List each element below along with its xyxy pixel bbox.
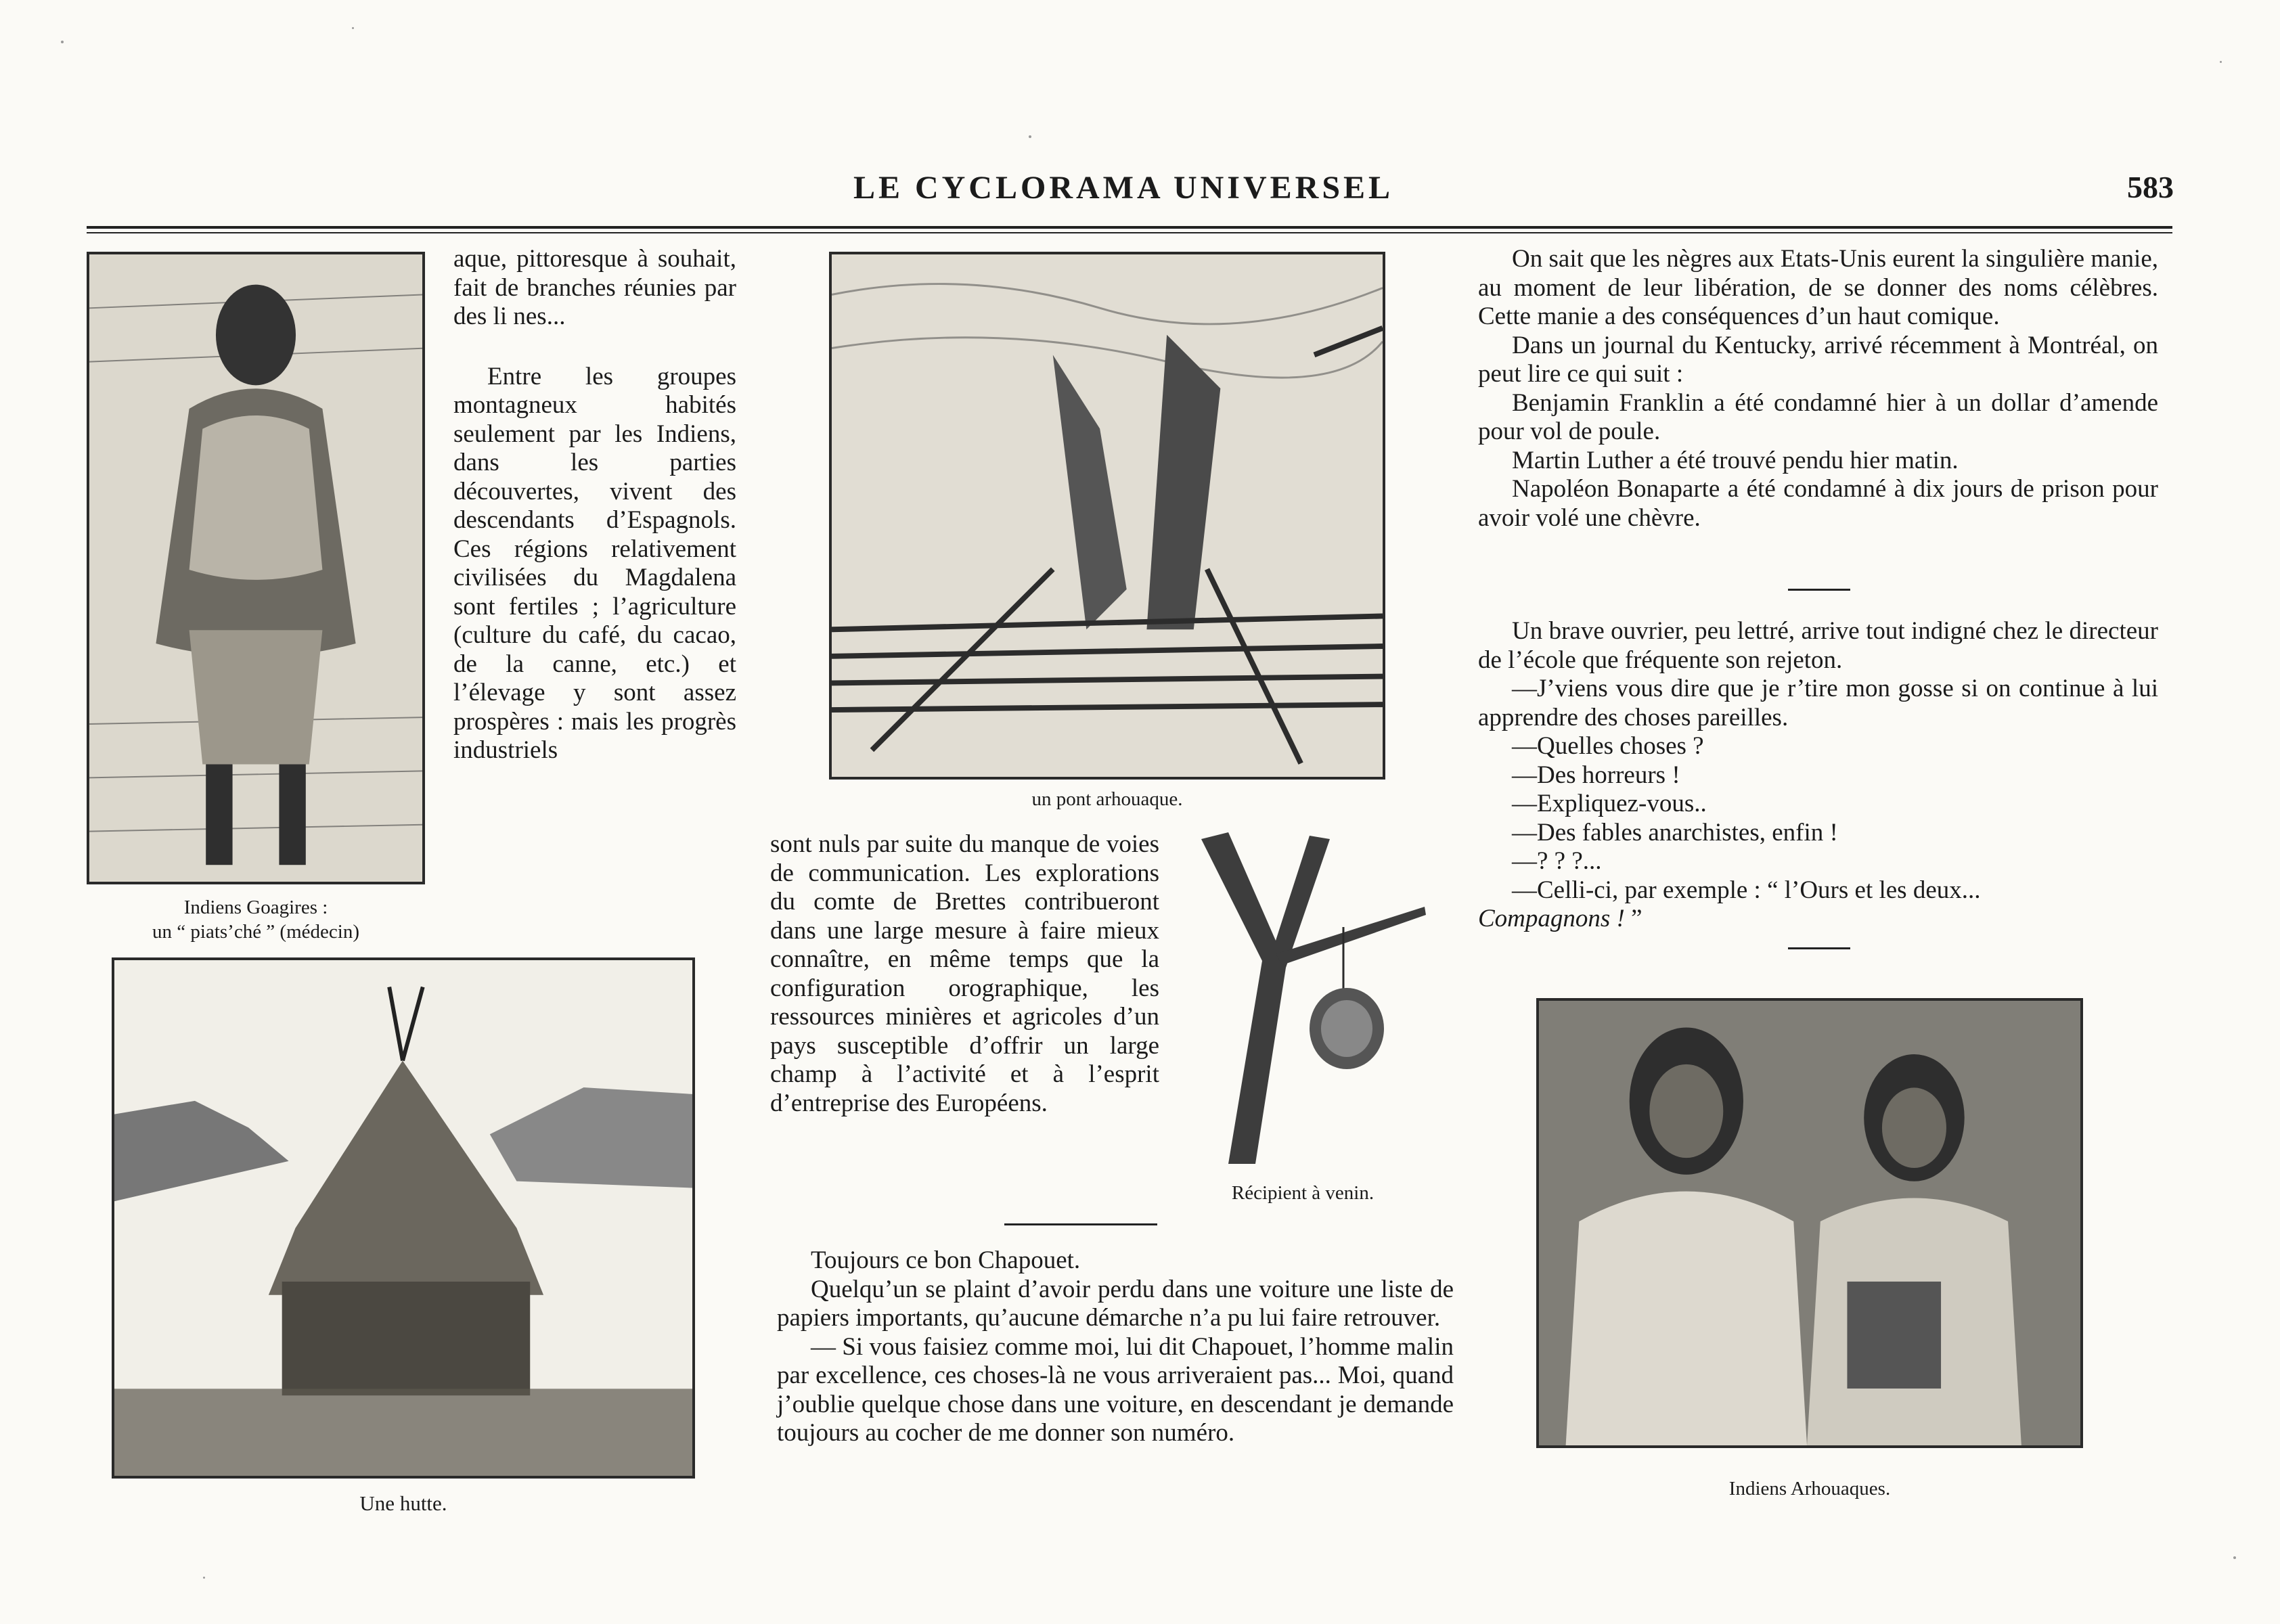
figure-pont-arhouaque xyxy=(829,252,1385,780)
paper-speck xyxy=(61,41,64,43)
paper-speck xyxy=(2220,61,2222,63)
paragraph: —Expliquez-vous.. xyxy=(1512,790,1707,817)
column-right-anecdote xyxy=(1478,617,2158,934)
paragraph: —Des fables anarchistes, enfin ! xyxy=(1512,818,1838,847)
separator xyxy=(1004,1223,1157,1225)
paragraph: —J’viens vous dire que je r’tire mon gosse si on continue à lui apprendre des choses pareilles. xyxy=(1478,675,2158,731)
separator xyxy=(1788,947,1850,949)
column-middle-bottom xyxy=(777,1246,1454,1448)
paragraph: Benjamin Franklin a été condamné hier à un dollar d’amende pour vol de poule. xyxy=(1478,388,2158,445)
figure-indiens-arhouaques xyxy=(1536,998,2083,1448)
page-number: 583 xyxy=(2127,170,2174,204)
separator xyxy=(1788,589,1850,591)
figure-une-hutte xyxy=(112,957,695,1479)
paragraph: —Des horreurs ! xyxy=(1512,761,1680,789)
figure-indiens-goajires xyxy=(87,252,425,884)
caption-pont-arhouaque: un pont arhouaque. xyxy=(1031,788,1183,810)
paragraph: aque, pittoresque à souhait, fait de branches réunies par des li nes... xyxy=(453,245,736,330)
closing-quote: ” xyxy=(1624,905,1642,932)
paragraph: Dans un journal du Kentucky, arrivé récemment à Montréal, on peut lire ce qui suit : xyxy=(1478,331,2158,388)
column-left xyxy=(453,245,736,765)
paper-speck xyxy=(2233,1556,2236,1559)
paragraph: Quelqu’un se plaint d’avoir perdu dans une voiture une liste de papiers importants, qu’aucune démarche n’a pu lui faire retrouver. xyxy=(777,1275,1454,1332)
column-right xyxy=(1478,245,2158,533)
paragraph: —? ? ?... xyxy=(1512,847,1602,875)
dialogue-text: —Celli-ci, par exemple : “ l’Ours et les deux... xyxy=(1512,876,1981,904)
paragraph xyxy=(1478,905,2158,934)
caption-indiens-goajires-line1: Indiens Goagires : xyxy=(183,897,328,918)
paragraph: Un brave ouvrier, peu lettré, arrive tout indigné chez le directeur de l’école que fréquente son rejeton. xyxy=(1478,617,2158,674)
paragraph: sont nuls par suite du manque de voies de communication. Les explorations du comte de Brettes contribueront dans une large mesure à faire mieux connaître, en même temps que la configuration orographique, les ressources minières et agricoles d’un pays susceptible d’offrir un large champ à l’activité et à l’esprit d’entreprise des Européens. xyxy=(770,830,1159,1117)
caption-indiens-goajires xyxy=(87,895,425,945)
paper-speck xyxy=(1029,135,1031,138)
header-rule-thin xyxy=(87,232,2172,233)
running-title: LE CYCLORAMA UNIVERSEL xyxy=(853,170,1394,206)
figure-recipient-a-venin xyxy=(1174,826,1431,1177)
header-rule-thick xyxy=(87,226,2172,229)
paragraph: On sait que les nègres aux Etats-Unis eurent la singulière manie, au moment de leur libération, de se donner des noms célèbres. Cette manie a des conséquences d’un haut comique. xyxy=(1478,245,2158,330)
paragraph: Toujours ce bon Chapouet. xyxy=(811,1246,1081,1274)
caption-une-hutte: Une hutte. xyxy=(359,1491,447,1515)
paper-speck xyxy=(352,27,354,29)
paragraph xyxy=(1478,876,2158,905)
paragraph: — Si vous faisiez comme moi, lui dit Chapouet, l’homme malin par excellence, ces choses-là ne vous arriveraient pas... Moi, quand j’oublie quelque chose dans une voiture, en descendant je demande toujours au cocher de me donner son numéro. xyxy=(777,1332,1454,1447)
caption-recipient-a-venin: Récipient à venin. xyxy=(1231,1182,1374,1204)
paper-speck xyxy=(203,1577,205,1579)
paragraph: Napoléon Bonaparte a été condamné à dix jours de prison pour avoir volé une chèvre. xyxy=(1478,475,2158,532)
caption-indiens-arhouaques: Indiens Arhouaques. xyxy=(1728,1478,1891,1499)
paragraph: Martin Luther a été trouvé pendu hier matin. xyxy=(1512,446,1959,474)
italic-title: Compagnons ! xyxy=(1478,905,1625,932)
paragraph: Entre les groupes montagneux habités seulement par les Indiens, dans les parties découvertes, vivent des descendants d’Espagnols. Ces régions relativement civilisées du Magdalena sont fertiles ; l’agriculture (culture du café, du cacao, de la canne, etc.) et l’élevage y sont assez prospères : mais les progrès industriels xyxy=(453,362,736,764)
column-middle-top xyxy=(770,830,1159,1118)
paragraph: —Quelles choses ? xyxy=(1512,732,1704,760)
caption-indiens-goajires-line2: un “ piats’ché ” (médecin) xyxy=(152,921,359,943)
